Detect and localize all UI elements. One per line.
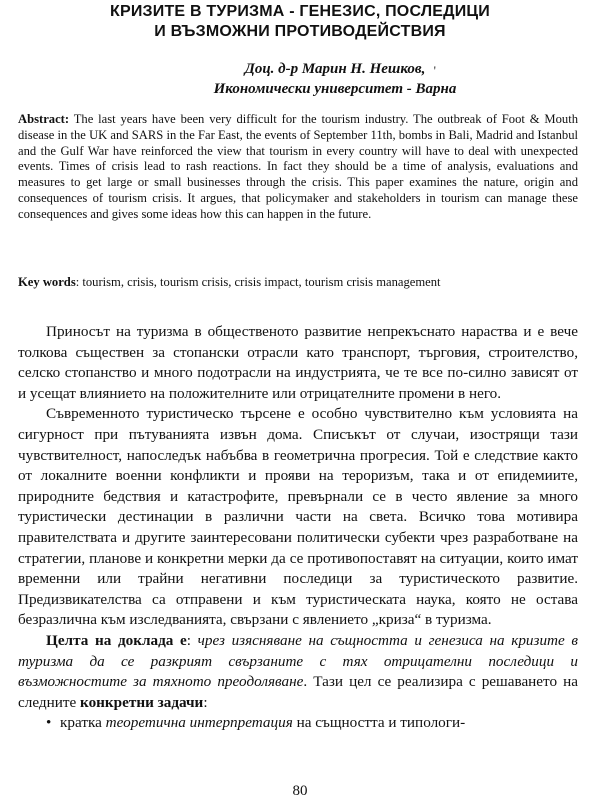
- article-body: [18, 322, 578, 734]
- tasks-label: конкретни задачи: [80, 693, 204, 711]
- bullet-icon: •: [46, 714, 52, 732]
- article-title: [50, 2, 550, 42]
- abstract-text: The last years have been very difficult for the tourism industry. The outbreak of Foot & Mouth disease in the UK and SARS in the Far East, the events of September 11th, bombs in Bali, Madrid and Istanbul and the Gulf War have reinforced the view that tourism in every country will have to deal with unexpected events. Times of crisis lead to rash reactions. In fact they should be a time of analysis, evaluations and measures to get large or small businesses through the crisis. This paper examines the nature, origin and consequences of tourism crisis. It argues, that policymaker and stakeholders in tourism can manage these consequences and gives some ideas how this can happen in the future.: [18, 112, 578, 221]
- paragraph-2: Съвременното туристическо търсене е особно чувствително към условията на сигурност при пътуванията извън дома. Списъкът от случаи, изострящи тази чувствителност, напоследък набъбва в геометрична прогресия. Той е следствие както от локалните военни конфликти и прояви на тероризъм, така и от епидемиите, природните бедствия и катастрофите, превърнали се в често явление за много туристически дестинации в различни части на света. Всичко това мотивира правителствата и другите заинтересовани политически субекти чрез разработване на стратегии, планове и конкретни мерки да се противопоставят на ситуации, които имат временни или трайни негативни последици за туристическото развитие. Предизвикателства са отправени и към туристическата наука, която не остава безразлична към изследванията, свързани с явлението „криза“ в туризма.: [18, 405, 578, 629]
- bullet-italic: теоретична интерпретация: [105, 714, 293, 732]
- bullet-prefix: кратка: [60, 714, 106, 732]
- abstract: [18, 112, 578, 223]
- keywords-text: : tourism, crisis, tourism crisis, crisis impact, tourism crisis management: [75, 275, 441, 289]
- aim-end-colon: :: [203, 693, 208, 711]
- paragraph-1: Приносът на туризма в общественото развитие непрекъснато нараства и е вече толкова съществен за стопански отрасли като транспорт, търговия, строителство, селско стопанство и много подотрасли на индустрията, че те все по-силно зависят от и усещат влиянието на положителните или отрицателните промени в него.: [18, 323, 578, 402]
- aim-label: Целта на доклада е: [46, 631, 187, 649]
- aim-colon: :: [186, 631, 198, 649]
- article-title-line-1: КРИЗИТЕ В ТУРИЗМА - ГЕНЕЗИС, ПОСЛЕДИЦИ: [110, 3, 490, 20]
- keywords-label: Key words: [18, 275, 76, 289]
- task-bullet-item: [18, 713, 578, 734]
- author-name: Доц. д-р Марин Н. Нешков,: [244, 61, 426, 77]
- article-title-line-2: И ВЪЗМОЖНИ ПРОТИВОДЕЙСТВИЯ: [154, 23, 446, 40]
- keywords: [18, 274, 578, 290]
- bullet-suffix: на същността и типологи-: [292, 714, 466, 732]
- paragraph-3: [18, 631, 578, 713]
- abstract-label: Abstract:: [18, 112, 70, 126]
- author-affiliation: Икономически университет - Варна: [213, 81, 457, 97]
- page-number: 80: [292, 783, 308, 799]
- aim-rest-text: . Тази цел се реализира с решаването на следните: [18, 673, 579, 711]
- aim-italic-text: чрез изясняване на същността и генезиса на кризите в туризма да се разкрият свързаните с тях отрицателни последици и възможностите за тяхното преодоляване: [18, 631, 578, 691]
- stray-mark: ': [433, 63, 436, 78]
